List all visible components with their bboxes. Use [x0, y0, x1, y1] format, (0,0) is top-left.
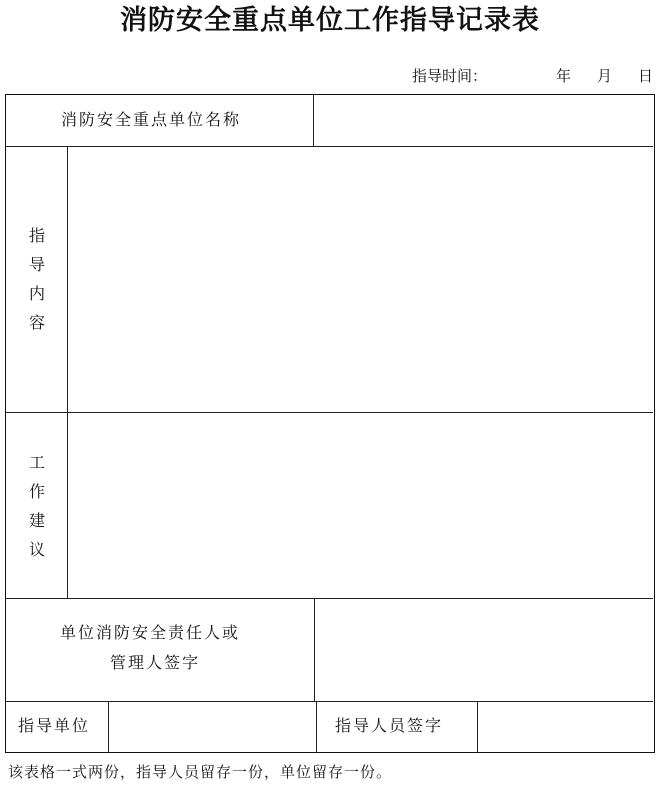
column-divider	[313, 95, 314, 146]
guiding-unit-label: 指导单位	[18, 716, 91, 735]
guiding-unit-field[interactable]	[113, 707, 311, 747]
form-title: 消防安全重点单位工作指导记录表	[120, 5, 540, 36]
column-divider	[316, 701, 317, 753]
work-suggestion-field[interactable]	[72, 417, 647, 592]
responsible-person-signature-label-line1: 单位消防安全责任人或	[60, 623, 241, 642]
unit-name-field[interactable]	[318, 110, 648, 130]
guidance-date-line	[0, 66, 660, 86]
guidance-date-label: 指导时间：	[412, 67, 488, 85]
column-divider	[477, 701, 478, 753]
date-day-label: 日	[638, 67, 654, 85]
responsible-person-signature-field[interactable]	[319, 603, 649, 695]
guidance-content-label: 指 导 内 容	[28, 226, 45, 332]
guide-signature-field[interactable]	[482, 707, 648, 747]
row-divider	[6, 146, 653, 147]
row-divider	[6, 412, 653, 413]
column-divider	[108, 701, 109, 753]
date-year-label: 年	[556, 67, 572, 85]
footnote: 该表格一式两份，指导人员留存一份，单位留存一份。	[8, 763, 393, 781]
row-divider	[6, 598, 653, 599]
responsible-person-signature-label-line2: 管理人签字	[110, 653, 201, 672]
row-divider	[6, 701, 653, 702]
unit-name-label: 消防安全重点单位名称	[61, 110, 242, 129]
guide-signature-label: 指导人员签字	[335, 716, 444, 735]
record-table	[5, 94, 655, 753]
column-divider	[67, 146, 68, 598]
work-suggestion-label: 工 作 建 议	[28, 453, 45, 559]
guidance-content-field[interactable]	[72, 151, 647, 406]
column-divider	[314, 598, 315, 701]
date-month-label: 月	[597, 67, 613, 85]
